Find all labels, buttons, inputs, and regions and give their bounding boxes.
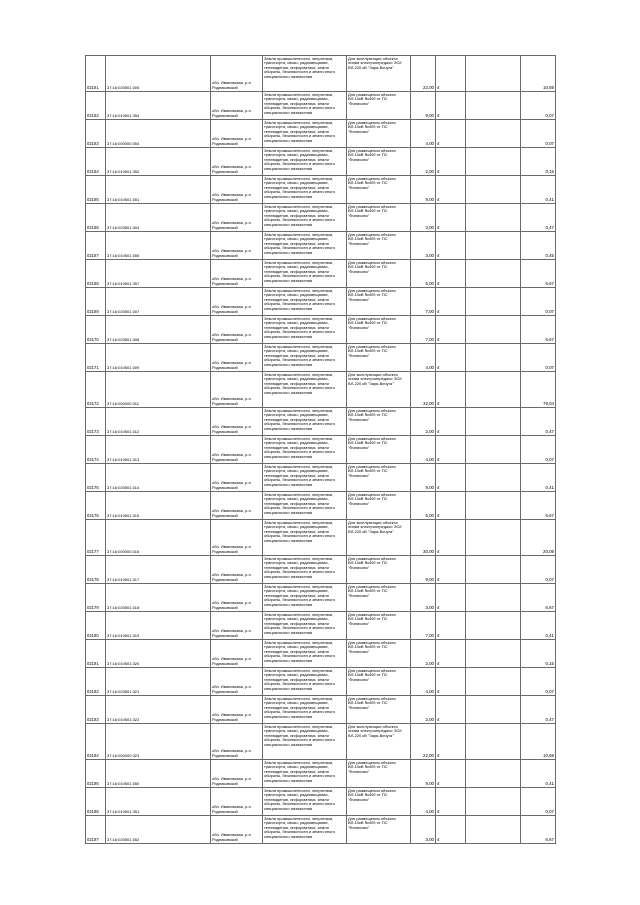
row-id: 02174 xyxy=(86,436,106,464)
col7-value: 4 xyxy=(436,120,466,148)
col7-value: 4 xyxy=(436,464,466,492)
land-category: Земли промышленности, энергетики, транспорта, связи, радиовещания, телевидения, информатики, земли обороны, безопасности и земли иного специального назначения xyxy=(263,816,347,844)
permitted-use: Для размещения объекта ВЛ-10кВ №409 от ПС "Филисово" xyxy=(347,492,411,520)
location: обл. Ивановская, р-н Родниковский xyxy=(211,640,263,668)
land-category: Земли промышленности, энергетики, транспорта, связи, радиовещания, телевидения, информатики, земли обороны, безопасности и земли иного специального назначения xyxy=(263,176,347,204)
col8-value xyxy=(466,344,521,372)
col8-value xyxy=(466,724,521,760)
col8-value xyxy=(466,816,521,844)
table-row xyxy=(86,640,556,668)
cost-value: 0,07 xyxy=(521,788,556,816)
location: обл. Ивановская, р-н Родниковский xyxy=(211,584,263,612)
location: обл. Ивановская, р-н Родниковский xyxy=(211,612,263,640)
cadastral-number: 37:16:010501:315 xyxy=(106,492,211,520)
cadastral-number: 37:16:000000:316 xyxy=(106,520,211,556)
cost-value: 0,07 xyxy=(521,92,556,120)
area-value: 2,00 xyxy=(411,696,436,724)
row-id: 02167 xyxy=(86,232,106,260)
location: обл. Ивановская, р-н Родниковский xyxy=(211,492,263,520)
cadastral-number: 37:16:010501:352 xyxy=(106,148,211,176)
cost-value: 0,41 xyxy=(521,176,556,204)
table-row xyxy=(86,408,556,436)
location: обл. Ивановская, р-н Родниковский xyxy=(211,344,263,372)
cadastral-number: 37:16:010501:312 xyxy=(106,408,211,436)
col7-value: 4 xyxy=(436,640,466,668)
table-row xyxy=(86,372,556,408)
row-id: 02161 xyxy=(86,56,106,92)
location: обл. Ивановская, р-н Родниковский xyxy=(211,408,263,436)
location: обл. Ивановская, р-н Родниковский xyxy=(211,120,263,148)
col8-value xyxy=(466,408,521,436)
row-id: 02186 xyxy=(86,788,106,816)
col7-value: 4 xyxy=(436,316,466,344)
area-value: 2,00 xyxy=(411,408,436,436)
table-row xyxy=(86,584,556,612)
table-row xyxy=(86,492,556,520)
row-id: 02163 xyxy=(86,120,106,148)
row-id: 02185 xyxy=(86,760,106,788)
permitted-use: Для размещения объекта ВЛ-10кВ №409 от ПС "Филисово" xyxy=(347,176,411,204)
col8-value xyxy=(466,436,521,464)
col8-value xyxy=(466,464,521,492)
land-category: Земли промышленности, энергетики, транспорта, связи, радиовещания, телевидения, информатики, земли обороны, безопасности и земли иного специального назначения xyxy=(263,92,347,120)
col8-value xyxy=(466,788,521,816)
col7-value: 4 xyxy=(436,556,466,584)
land-category: Земли промышленности, энергетики, транспорта, связи, радиовещания, телевидения, информатики, земли обороны, безопасности и земли иного специального назначения xyxy=(263,344,347,372)
cost-value: 79,04 xyxy=(521,372,556,408)
table-row xyxy=(86,316,556,344)
row-id: 02170 xyxy=(86,316,106,344)
area-value: 9,00 xyxy=(411,176,436,204)
cost-value: 0,41 xyxy=(521,612,556,640)
col8-value xyxy=(466,56,521,92)
table-row xyxy=(86,724,556,760)
col7-value: 4 xyxy=(436,724,466,760)
location: обл. Ивановская, р-н Родниковский xyxy=(211,760,263,788)
cadastral-number: 37:16:020501:305 xyxy=(106,56,211,92)
col8-value xyxy=(466,556,521,584)
land-category: Земли промышленности, энергетики, транспорта, связи, радиовещания, телевидения, информатики, земли обороны, безопасности и земли иного специального назначения xyxy=(263,640,347,668)
permitted-use: Для эксплуатации объекта линии электропередачи ЭСК ВЛ-220 кВ "Заря-Вичуга" xyxy=(347,56,411,92)
row-id: 02177 xyxy=(86,520,106,556)
table-row xyxy=(86,204,556,232)
location: обл. Ивановская, р-н Родниковский xyxy=(211,56,263,92)
location: обл. Ивановская, р-н Родниковский xyxy=(211,816,263,844)
area-value: 5,00 xyxy=(411,260,436,288)
cadastral-number: 37:16:000000:354 xyxy=(106,120,211,148)
location: обл. Ивановская, р-н Родниковский xyxy=(211,464,263,492)
row-id: 02175 xyxy=(86,464,106,492)
area-value: 7,00 xyxy=(411,288,436,316)
land-category: Земли промышленности, энергетики, транспорта, связи, радиовещания, телевидения, информатики, земли обороны, безопасности и земли иного специального назначения xyxy=(263,464,347,492)
row-id: 02178 xyxy=(86,556,106,584)
cost-value: 0,07 xyxy=(521,668,556,696)
col8-value xyxy=(466,92,521,120)
permitted-use: Для размещения объекта ВЛ-10кВ №409 от ПС "Филисово" xyxy=(347,316,411,344)
land-category: Земли промышленности, энергетики, транспорта, связи, радиовещания, телевидения, информатики, земли обороны, безопасности и земли иного специального назначения xyxy=(263,612,347,640)
cost-value: 0,07 xyxy=(521,288,556,316)
permitted-use: Для эксплуатации объекта линии электропередачи ЭСК ВЛ-220 кВ "Заря-Вичуга" xyxy=(347,372,411,408)
col7-value: 4 xyxy=(436,584,466,612)
table-row xyxy=(86,556,556,584)
cadastral-number: 37:16:010501:313 xyxy=(106,436,211,464)
area-value: 9,00 xyxy=(411,464,436,492)
row-id: 02166 xyxy=(86,204,106,232)
permitted-use: Для размещения объекта ВЛ-10кВ №409 от ПС "Филисово" xyxy=(347,668,411,696)
land-category: Земли промышленности, энергетики, транспорта, связи, радиовещания, телевидения, информатики, земли обороны, безопасности и земли иного специального назначения xyxy=(263,204,347,232)
permitted-use: Для размещения объекта ВЛ-10кВ №409 от ПС "Филисово" xyxy=(347,344,411,372)
location: обл. Ивановская, р-н Родниковский xyxy=(211,556,263,584)
permitted-use: Для эксплуатации объекта линии электропередачи ЭСК ВЛ-220 кВ "Заря-Вичуга" xyxy=(347,520,411,556)
col8-value xyxy=(466,260,521,288)
cadastral-number: 37:16:020501:314 xyxy=(106,464,211,492)
row-id: 02172 xyxy=(86,372,106,408)
permitted-use: Для размещения объекта ВЛ-10кВ №409 от ПС "Филисово" xyxy=(347,464,411,492)
area-value: 7,00 xyxy=(411,316,436,344)
col7-value: 4 xyxy=(436,612,466,640)
cadastral-number: 37:16:020501:318 xyxy=(106,584,211,612)
land-category: Земли промышленности, энергетики, транспорта, связи, радиовещания, телевидения, информатики, земли обороны, безопасности и земли иного специального назначения xyxy=(263,260,347,288)
permitted-use: Для размещения объекта ВЛ-10кВ №409 от ПС "Филисово" xyxy=(347,696,411,724)
row-id: 02168 xyxy=(86,260,106,288)
area-value: 3,00 xyxy=(411,584,436,612)
col8-value xyxy=(466,232,521,260)
cadastral-number: 37:16:010501:351 xyxy=(106,788,211,816)
table-row xyxy=(86,464,556,492)
row-id: 02183 xyxy=(86,696,106,724)
permitted-use: Для размещения объекта ВЛ-10кВ №409 от ПС "Филисово" xyxy=(347,760,411,788)
cost-value: 0,47 xyxy=(521,696,556,724)
area-value: 4,00 xyxy=(411,120,436,148)
cost-value: 0,15 xyxy=(521,148,556,176)
col7-value: 4 xyxy=(436,492,466,520)
area-value: 32,00 xyxy=(411,372,436,408)
permitted-use: Для размещения объекта ВЛ-10кВ №409 от ПС "Филисово" xyxy=(347,288,411,316)
table-row xyxy=(86,760,556,788)
table-row xyxy=(86,120,556,148)
cadastral-number: 37:16:010501:317 xyxy=(106,556,211,584)
land-parcels-table xyxy=(85,55,556,844)
col7-value: 4 xyxy=(436,520,466,556)
col7-value: 4 xyxy=(436,436,466,464)
land-category: Земли промышленности, энергетики, транспорта, связи, радиовещания, телевидения, информатики, земли обороны, безопасности и земли иного специального назначения xyxy=(263,492,347,520)
cadastral-number: 37:16:010501:319 xyxy=(106,612,211,640)
cadastral-number: 37:16:010501:320 xyxy=(106,640,211,668)
land-category: Земли промышленности, энергетики, транспорта, связи, радиовещания, телевидения, информатики, земли обороны, безопасности и земли иного специального назначения xyxy=(263,120,347,148)
col7-value: 4 xyxy=(436,56,466,92)
permitted-use: Для размещения объекта ВЛ-10кВ №409 от ПС "Филисово" xyxy=(347,204,411,232)
table-row xyxy=(86,436,556,464)
area-value: 5,00 xyxy=(411,492,436,520)
area-value: 30,00 xyxy=(411,520,436,556)
cadastral-number: 37:16:010501:357 xyxy=(106,260,211,288)
table-row xyxy=(86,288,556,316)
row-id: 02165 xyxy=(86,176,106,204)
col8-value xyxy=(466,120,521,148)
permitted-use: Для размещения объекта ВЛ-10кВ №409 от ПС "Филисово" xyxy=(347,788,411,816)
location: обл. Ивановская, р-н Родниковский xyxy=(211,316,263,344)
col8-value xyxy=(466,288,521,316)
area-value: 9,00 xyxy=(411,92,436,120)
col8-value xyxy=(466,372,521,408)
table-row xyxy=(86,344,556,372)
cadastral-number: 37:16:010501:309 xyxy=(106,344,211,372)
cadastral-number: 37:16:010501:322 xyxy=(106,696,211,724)
permitted-use: Для размещения объекта ВЛ-10кВ №409 от ПС "Филисово" xyxy=(347,408,411,436)
cost-value: 0,41 xyxy=(521,464,556,492)
permitted-use: Для размещения объекта ВЛ-10кВ №409 от ПС "Филисово" xyxy=(347,816,411,844)
cost-value: 0,15 xyxy=(521,640,556,668)
col7-value: 4 xyxy=(436,668,466,696)
table-row xyxy=(86,788,556,816)
area-value: 9,00 xyxy=(411,760,436,788)
permitted-use: Для размещения объекта ВЛ-10кВ №409 от ПС "Филисово" xyxy=(347,584,411,612)
cost-value: 0,47 xyxy=(521,204,556,232)
col7-value: 4 xyxy=(436,788,466,816)
cadastral-number: 37:16:020501:321 xyxy=(106,668,211,696)
land-category: Земли промышленности, энергетики, транспорта, связи, радиовещания, телевидения, информатики, земли обороны, безопасности и земли иного специального назначения xyxy=(263,696,347,724)
col8-value xyxy=(466,696,521,724)
table-row xyxy=(86,668,556,696)
area-value: 3,00 xyxy=(411,232,436,260)
row-id: 02164 xyxy=(86,148,106,176)
col7-value: 4 xyxy=(436,204,466,232)
cost-value: 10,69 xyxy=(521,56,556,92)
permitted-use: Для эксплуатации объекта линии электропередачи ЭСК ВЛ-220 кВ "Заря-Вичуга" xyxy=(347,724,411,760)
land-category: Земли промышленности, энергетики, транспорта, связи, радиовещания, телевидения, информатики, земли обороны, безопасности и земли иного специального назначения xyxy=(263,408,347,436)
cadastral-number: 37:16:000000:311 xyxy=(106,372,211,408)
cost-value: 6,67 xyxy=(521,260,556,288)
table-row xyxy=(86,232,556,260)
col7-value: 4 xyxy=(436,816,466,844)
cadastral-number: 37:16:010501:354 xyxy=(106,92,211,120)
cost-value: 0,07 xyxy=(521,120,556,148)
permitted-use: Для размещения объекта ВЛ-10кВ №409 от ПС "Филисово" xyxy=(347,92,411,120)
area-value: 22,00 xyxy=(411,56,436,92)
location: обл. Ивановская, р-н Родниковский xyxy=(211,232,263,260)
location: обл. Ивановская, р-н Родниковский xyxy=(211,520,263,556)
col7-value: 4 xyxy=(436,288,466,316)
cost-value: 20,09 xyxy=(521,520,556,556)
cost-value: 0,45 xyxy=(521,232,556,260)
table-row xyxy=(86,56,556,92)
location: обл. Ивановская, р-н Родниковский xyxy=(211,696,263,724)
area-value: 9,00 xyxy=(411,556,436,584)
location: обл. Ивановская, р-н Родниковский xyxy=(211,288,263,316)
permitted-use: Для размещения объекта ВЛ-10кВ №409 от ПС "Филисово" xyxy=(347,260,411,288)
area-value: 4,00 xyxy=(411,436,436,464)
cadastral-number: 37:16:020501:304 xyxy=(106,204,211,232)
location: обл. Ивановская, р-н Родниковский xyxy=(211,176,263,204)
cadastral-number: 37:16:010501:355 xyxy=(106,232,211,260)
land-category: Земли промышленности, энергетики, транспорта, связи, радиовещания, телевидения, информатики, земли обороны, безопасности и земли иного специального назначения xyxy=(263,148,347,176)
cadastral-number: 37:16:020501:352 xyxy=(106,816,211,844)
land-category: Земли промышленности, энергетики, транспорта, связи, радиовещания, телевидения, информатики, земли обороны, безопасности и земли иного специального назначения xyxy=(263,232,347,260)
location: обл. Ивановская, р-н Родниковский xyxy=(211,372,263,408)
cost-value: 0,07 xyxy=(521,436,556,464)
permitted-use: Для размещения объекта ВЛ-10кВ №409 от ПС "Филисово" xyxy=(347,556,411,584)
permitted-use: Для размещения объекта ВЛ-10кВ №409 от ПС "Филисово" xyxy=(347,232,411,260)
location: обл. Ивановская, р-н Родниковский xyxy=(211,260,263,288)
permitted-use: Для размещения объекта ВЛ-10кВ №409 от ПС "Филисово" xyxy=(347,612,411,640)
table-row xyxy=(86,696,556,724)
land-category: Земли промышленности, энергетики, транспорта, связи, радиовещания, телевидения, информатики, земли обороны, безопасности и земли иного специального назначения xyxy=(263,316,347,344)
land-category: Земли промышленности, энергетики, транспорта, связи, радиовещания, телевидения, информатики, земли обороны, безопасности и земли иного специального назначения xyxy=(263,556,347,584)
location: обл. Ивановская, р-н Родниковский xyxy=(211,204,263,232)
col7-value: 4 xyxy=(436,260,466,288)
location: обл. Ивановская, р-н Родниковский xyxy=(211,788,263,816)
land-category: Земли промышленности, энергетики, транспорта, связи, радиовещания, телевидения, информатики, земли обороны, безопасности и земли иного специального назначения xyxy=(263,520,347,556)
col8-value xyxy=(466,668,521,696)
cost-value: 6,67 xyxy=(521,492,556,520)
land-category: Земли промышленности, энергетики, транспорта, связи, радиовещания, телевидения, информатики, земли обороны, безопасности и земли иного специального назначения xyxy=(263,668,347,696)
cadastral-number: 37:16:020501:308 xyxy=(106,316,211,344)
row-id: 02179 xyxy=(86,584,106,612)
area-value: 4,00 xyxy=(411,344,436,372)
col7-value: 4 xyxy=(436,760,466,788)
col7-value: 4 xyxy=(436,372,466,408)
col8-value xyxy=(466,584,521,612)
row-id: 02181 xyxy=(86,640,106,668)
area-value: 7,00 xyxy=(411,612,436,640)
col8-value xyxy=(466,520,521,556)
table-row xyxy=(86,816,556,844)
cost-value: 0,41 xyxy=(521,760,556,788)
table-row xyxy=(86,520,556,556)
col7-value: 4 xyxy=(436,92,466,120)
area-value: 4,00 xyxy=(411,668,436,696)
location: обл. Ивановская, р-н Родниковский xyxy=(211,92,263,120)
area-value: 4,00 xyxy=(411,788,436,816)
cadastral-number: 37:16:020501:307 xyxy=(106,288,211,316)
cost-value: 0,47 xyxy=(521,408,556,436)
permitted-use: Для размещения объекта ВЛ-10кВ №409 от ПС "Филисово" xyxy=(347,120,411,148)
location: обл. Ивановская, р-н Родниковский xyxy=(211,724,263,760)
cadastral-number: 37:16:010501:350 xyxy=(106,760,211,788)
table-row xyxy=(86,92,556,120)
table-row xyxy=(86,260,556,288)
col8-value xyxy=(466,492,521,520)
row-id: 02180 xyxy=(86,612,106,640)
permitted-use: Для размещения объекта ВЛ-10кВ №409 от ПС "Филисово" xyxy=(347,436,411,464)
cadastral-number: 37:16:000000:323 xyxy=(106,724,211,760)
document-sheet xyxy=(85,55,555,844)
col8-value xyxy=(466,640,521,668)
col7-value: 4 xyxy=(436,344,466,372)
cost-value: 6,67 xyxy=(521,816,556,844)
cost-value: 10,69 xyxy=(521,724,556,760)
col8-value xyxy=(466,148,521,176)
cost-value: 6,67 xyxy=(521,584,556,612)
row-id: 02173 xyxy=(86,408,106,436)
location: обл. Ивановская, р-н Родниковский xyxy=(211,148,263,176)
area-value: 22,00 xyxy=(411,724,436,760)
col7-value: 4 xyxy=(436,232,466,260)
area-value: 3,00 xyxy=(411,204,436,232)
land-category: Земли промышленности, энергетики, транспорта, связи, радиовещания, телевидения, информатики, земли обороны, безопасности и земли иного специального назначения xyxy=(263,288,347,316)
col8-value xyxy=(466,760,521,788)
row-id: 02182 xyxy=(86,668,106,696)
area-value: 3,00 xyxy=(411,816,436,844)
cost-value: 0,07 xyxy=(521,344,556,372)
row-id: 02176 xyxy=(86,492,106,520)
row-id: 02171 xyxy=(86,344,106,372)
col8-value xyxy=(466,176,521,204)
col8-value xyxy=(466,612,521,640)
col8-value xyxy=(466,316,521,344)
land-category: Земли промышленности, энергетики, транспорта, связи, радиовещания, телевидения, информатики, земли обороны, безопасности и земли иного специального назначения xyxy=(263,584,347,612)
land-category: Земли промышленности, энергетики, транспорта, связи, радиовещания, телевидения, информатики, земли обороны, безопасности и земли иного специального назначения xyxy=(263,760,347,788)
col7-value: 4 xyxy=(436,408,466,436)
land-category: Земли промышленности, энергетики, транспорта, связи, радиовещания, телевидения, информатики, земли обороны, безопасности и земли иного специального назначения xyxy=(263,436,347,464)
area-value: 2,00 xyxy=(411,148,436,176)
row-id: 02187 xyxy=(86,816,106,844)
table-row xyxy=(86,176,556,204)
col8-value xyxy=(466,204,521,232)
cadastral-number: 37:16:010501:351 xyxy=(106,176,211,204)
row-id: 02184 xyxy=(86,724,106,760)
table-body xyxy=(86,56,556,844)
area-value: 2,00 xyxy=(411,640,436,668)
table-row xyxy=(86,148,556,176)
col7-value: 4 xyxy=(436,148,466,176)
land-category: Земли промышленности, энергетики, транспорта, связи, радиовещания, телевидения, информатики, земли обороны, безопасности и земли иного специального назначения xyxy=(263,56,347,92)
permitted-use: Для размещения объекта ВЛ-10кВ №409 от ПС "Филисово" xyxy=(347,148,411,176)
table-row xyxy=(86,612,556,640)
col7-value: 4 xyxy=(436,696,466,724)
location: обл. Ивановская, р-н Родниковский xyxy=(211,668,263,696)
col7-value: 4 xyxy=(436,176,466,204)
row-id: 02169 xyxy=(86,288,106,316)
row-id: 02162 xyxy=(86,92,106,120)
cost-value: 6,67 xyxy=(521,316,556,344)
cost-value: 0,07 xyxy=(521,556,556,584)
permitted-use: Для размещения объекта ВЛ-10кВ №409 от ПС "Филисово" xyxy=(347,640,411,668)
land-category: Земли промышленности, энергетики, транспорта, связи, радиовещания, телевидения, информатики, земли обороны, безопасности и земли иного специального назначения xyxy=(263,372,347,408)
location: обл. Ивановская, р-н Родниковский xyxy=(211,436,263,464)
land-category: Земли промышленности, энергетики, транспорта, связи, радиовещания, телевидения, информатики, земли обороны, безопасности и земли иного специального назначения xyxy=(263,788,347,816)
land-category: Земли промышленности, энергетики, транспорта, связи, радиовещания, телевидения, информатики, земли обороны, безопасности и земли иного специального назначения xyxy=(263,724,347,760)
